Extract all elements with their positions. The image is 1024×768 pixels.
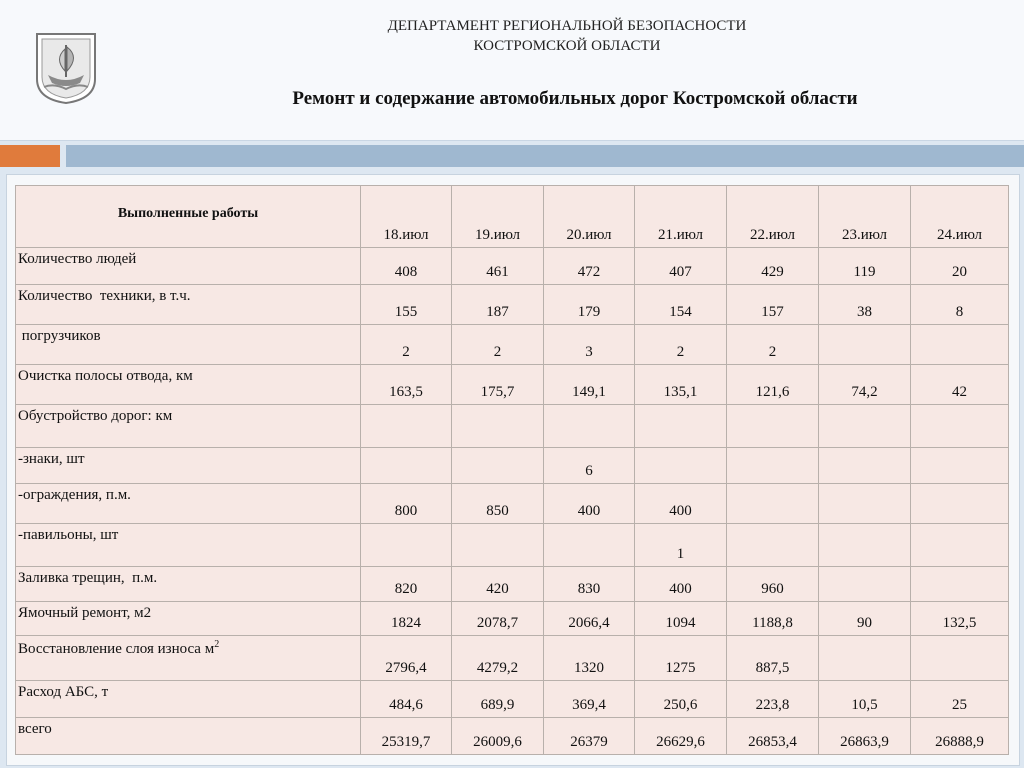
value-cell	[819, 524, 911, 567]
value-cell: 472	[544, 248, 635, 285]
table-header-row	[16, 186, 1009, 248]
value-cell: 1094	[635, 602, 727, 636]
row-label-cell	[16, 718, 361, 755]
value-cell: 2078,7	[452, 602, 544, 636]
value-cell: 850	[452, 484, 544, 524]
row-label: -ограждения, п.м.	[18, 487, 131, 503]
value-cell: 4279,2	[452, 636, 544, 681]
date-header: 19.июл	[452, 186, 544, 248]
row-label-cell	[16, 248, 361, 285]
value-cell	[361, 405, 452, 448]
accent-bar-orange	[0, 145, 60, 167]
table-row	[16, 602, 1009, 636]
content-panel	[6, 174, 1020, 766]
row-label-cell	[16, 448, 361, 484]
row-label-cell	[16, 325, 361, 365]
table-row	[16, 405, 1009, 448]
org-line-1: ДЕПАРТАМЕНТ РЕГИОНАЛЬНОЙ БЕЗОПАСНОСТИ	[387, 18, 747, 34]
value-cell	[361, 524, 452, 567]
date-header: 20.июл	[544, 186, 635, 248]
value-cell: 689,9	[452, 681, 544, 718]
value-cell: 1	[635, 524, 727, 567]
table-row	[16, 524, 1009, 567]
value-cell: 175,7	[452, 365, 544, 405]
value-cell: 26379	[544, 718, 635, 755]
value-cell: 400	[635, 484, 727, 524]
value-cell: 26629,6	[635, 718, 727, 755]
value-cell	[452, 524, 544, 567]
value-cell	[819, 448, 911, 484]
row-label-cell	[16, 636, 361, 681]
table-row	[16, 567, 1009, 602]
row-label: Восстановление слоя износа м	[18, 641, 215, 657]
table-row	[16, 681, 1009, 718]
value-cell	[452, 405, 544, 448]
value-cell	[452, 448, 544, 484]
value-cell: 90	[819, 602, 911, 636]
value-cell: 2	[727, 325, 819, 365]
row-label: Очистка полосы отвода, км	[18, 368, 193, 384]
row-label: -павильоны, шт	[18, 527, 119, 543]
table-row	[16, 448, 1009, 484]
row-label-cell	[16, 602, 361, 636]
value-cell: 26853,4	[727, 718, 819, 755]
organization-name	[290, 16, 844, 56]
value-cell: 407	[635, 248, 727, 285]
value-cell	[911, 325, 1009, 365]
value-cell: 74,2	[819, 365, 911, 405]
value-cell: 10,5	[819, 681, 911, 718]
value-cell	[727, 448, 819, 484]
value-cell: 179	[544, 285, 635, 325]
date-header: 21.июл	[635, 186, 727, 248]
value-cell: 26863,9	[819, 718, 911, 755]
row-label: Заливка трещин, п.м.	[18, 570, 158, 586]
table-row	[16, 285, 1009, 325]
value-cell: 223,8	[727, 681, 819, 718]
row-label: Количество людей	[18, 251, 137, 267]
value-cell: 26888,9	[911, 718, 1009, 755]
row-label: -знаки, шт	[18, 451, 85, 467]
row-label-cell	[16, 567, 361, 602]
row-label: Расход АБС, т	[18, 684, 109, 700]
value-cell: 1275	[635, 636, 727, 681]
value-cell: 2	[361, 325, 452, 365]
value-cell: 132,5	[911, 602, 1009, 636]
date-header: 18.июл	[361, 186, 452, 248]
value-cell	[544, 524, 635, 567]
date-header: 24.июл	[911, 186, 1009, 248]
value-cell	[911, 636, 1009, 681]
value-cell: 149,1	[544, 365, 635, 405]
date-header: 22.июл	[727, 186, 819, 248]
value-cell: 2	[635, 325, 727, 365]
accent-bar-blue	[66, 145, 1024, 167]
value-cell	[819, 484, 911, 524]
row-label-cell	[16, 405, 361, 448]
table-row	[16, 636, 1009, 681]
value-cell: 135,1	[635, 365, 727, 405]
value-cell	[361, 448, 452, 484]
value-cell	[727, 484, 819, 524]
value-cell: 960	[727, 567, 819, 602]
value-cell	[819, 325, 911, 365]
table-row	[16, 248, 1009, 285]
value-cell: 1188,8	[727, 602, 819, 636]
value-cell	[635, 448, 727, 484]
value-cell: 461	[452, 248, 544, 285]
value-cell	[635, 405, 727, 448]
value-cell	[819, 636, 911, 681]
value-cell: 187	[452, 285, 544, 325]
value-cell	[911, 524, 1009, 567]
row-label-cell	[16, 365, 361, 405]
value-cell: 887,5	[727, 636, 819, 681]
value-cell: 408	[361, 248, 452, 285]
value-cell: 2	[452, 325, 544, 365]
value-cell: 1824	[361, 602, 452, 636]
value-cell: 157	[727, 285, 819, 325]
value-cell: 42	[911, 365, 1009, 405]
value-cell	[911, 567, 1009, 602]
value-cell: 154	[635, 285, 727, 325]
table-body	[16, 248, 1009, 755]
value-cell	[727, 405, 819, 448]
value-cell: 2796,4	[361, 636, 452, 681]
value-cell: 8	[911, 285, 1009, 325]
row-label: Ямочный ремонт, м2	[18, 605, 152, 621]
value-cell: 26009,6	[452, 718, 544, 755]
value-cell: 20	[911, 248, 1009, 285]
row-label-superscript: 2	[214, 639, 220, 650]
works-table	[15, 185, 1009, 755]
value-cell: 121,6	[727, 365, 819, 405]
value-cell	[544, 405, 635, 448]
value-cell: 800	[361, 484, 452, 524]
value-cell	[819, 405, 911, 448]
table-row	[16, 325, 1009, 365]
value-cell: 830	[544, 567, 635, 602]
value-cell: 429	[727, 248, 819, 285]
table-row	[16, 365, 1009, 405]
row-label-cell	[16, 484, 361, 524]
value-cell: 400	[635, 567, 727, 602]
coat-of-arms-icon	[34, 31, 98, 105]
table-row	[16, 718, 1009, 755]
value-cell	[911, 405, 1009, 448]
date-header: 23.июл	[819, 186, 911, 248]
value-cell: 250,6	[635, 681, 727, 718]
value-cell: 420	[452, 567, 544, 602]
value-cell: 369,4	[544, 681, 635, 718]
slide-header	[0, 0, 1024, 141]
value-cell: 484,6	[361, 681, 452, 718]
row-label: всего	[18, 721, 52, 737]
row-label-cell	[16, 285, 361, 325]
value-cell: 25	[911, 681, 1009, 718]
row-label: Количество техники, в т.ч.	[18, 288, 191, 304]
row-label: погрузчиков	[18, 328, 101, 344]
value-cell: 155	[361, 285, 452, 325]
value-cell: 163,5	[361, 365, 452, 405]
value-cell: 3	[544, 325, 635, 365]
value-cell: 119	[819, 248, 911, 285]
value-cell: 6	[544, 448, 635, 484]
corner-label: Выполненные работы	[16, 186, 361, 248]
value-cell: 38	[819, 285, 911, 325]
value-cell	[819, 567, 911, 602]
row-label: Обустройство дорог: км	[18, 408, 173, 424]
table-row	[16, 484, 1009, 524]
slide-title: Ремонт и содержание автомобильных дорог Костромской области	[292, 88, 858, 109]
row-label-cell	[16, 681, 361, 718]
org-line-2: КОСТРОМСКОЙ ОБЛАСТИ	[473, 38, 661, 54]
value-cell	[911, 484, 1009, 524]
value-cell: 1320	[544, 636, 635, 681]
value-cell: 25319,7	[361, 718, 452, 755]
row-label-cell	[16, 524, 361, 567]
value-cell: 2066,4	[544, 602, 635, 636]
value-cell: 400	[544, 484, 635, 524]
value-cell: 820	[361, 567, 452, 602]
value-cell	[727, 524, 819, 567]
value-cell	[911, 448, 1009, 484]
